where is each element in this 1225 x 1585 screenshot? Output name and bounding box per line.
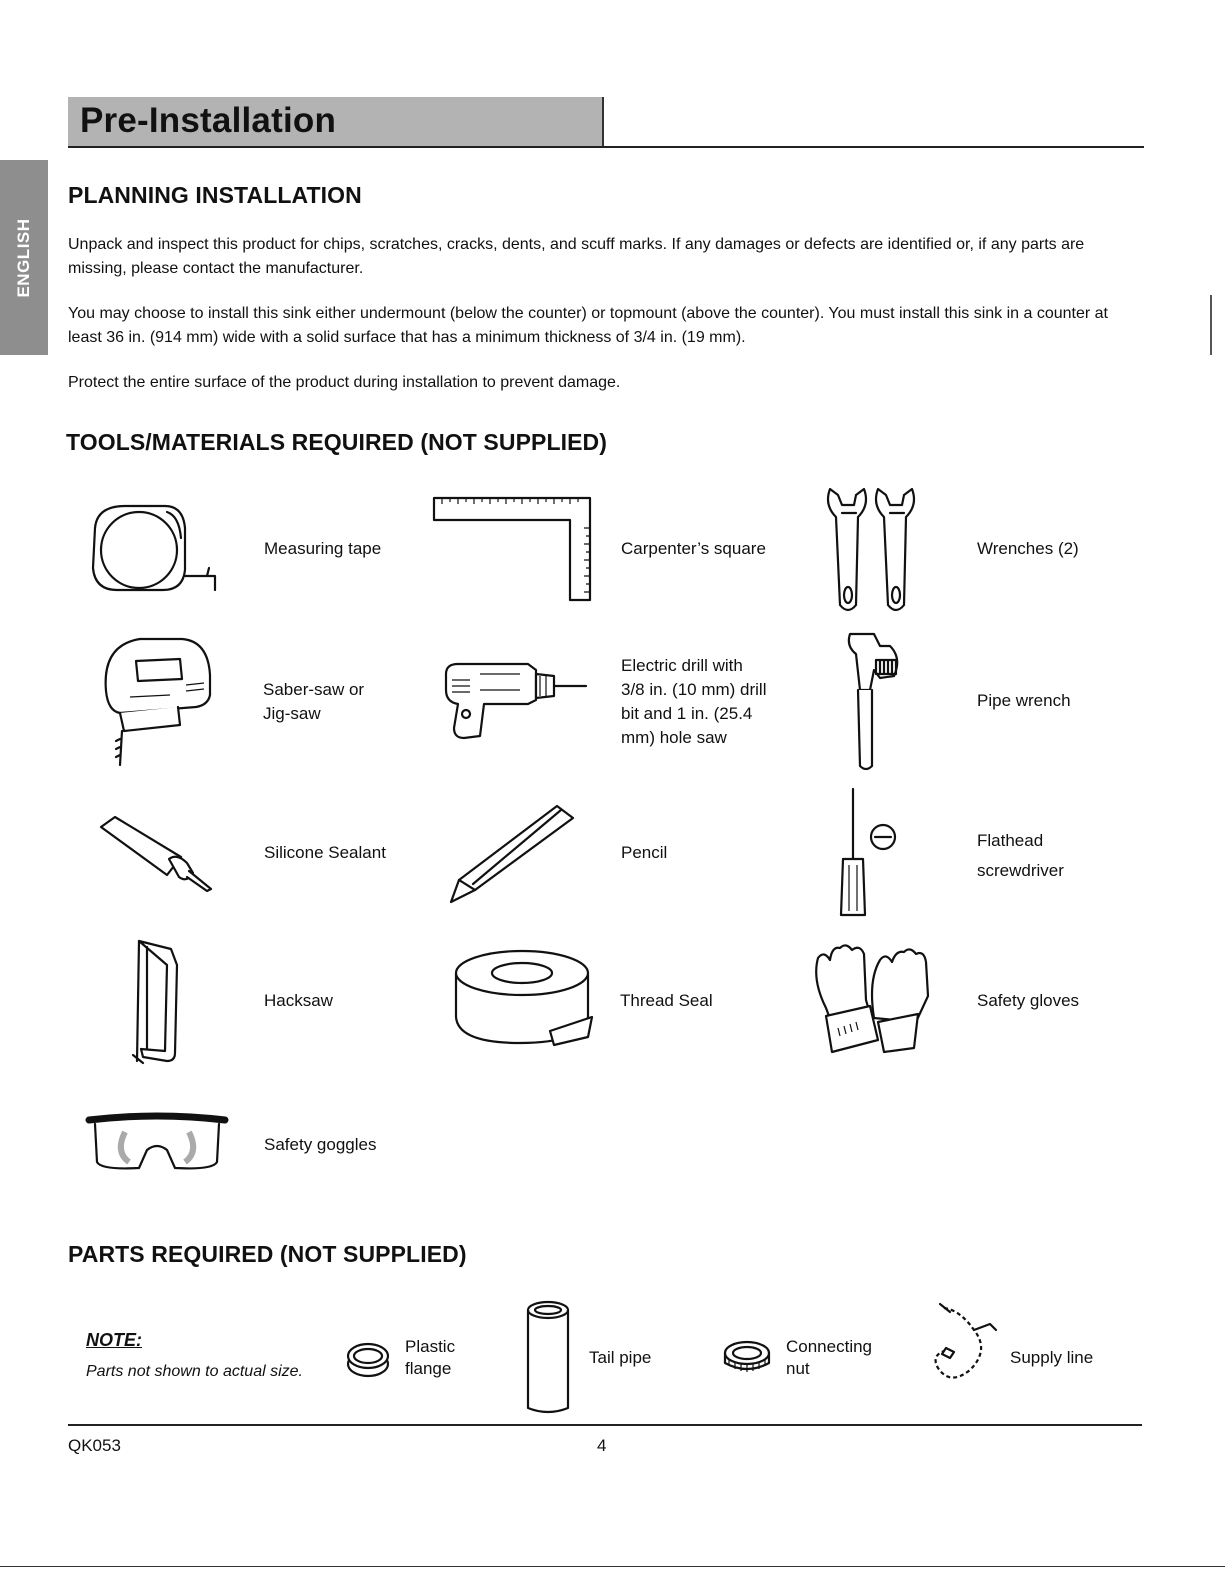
tool-label: Measuring tape xyxy=(264,539,382,558)
part-label: Tail pipe xyxy=(589,1348,652,1367)
tool-label: Thread Seal xyxy=(620,991,713,1010)
tool-label: Pipe wrench xyxy=(977,691,1071,710)
page-title: Pre-Installation xyxy=(80,101,337,140)
part-label: Supply line xyxy=(1010,1348,1094,1367)
tool-label: Wrenches (2) xyxy=(977,539,1079,558)
tool-label: Hacksaw xyxy=(264,991,333,1010)
wrenches-icon xyxy=(822,483,927,618)
pipe-wrench-icon xyxy=(840,630,910,772)
note-title: NOTE: xyxy=(86,1330,142,1350)
note-text: Parts not shown to actual size. xyxy=(86,1363,303,1380)
carpenters-square-icon xyxy=(432,494,594,604)
safety-goggles-icon xyxy=(85,1112,230,1177)
tool-label: Safety goggles xyxy=(264,1135,377,1154)
measuring-tape-icon xyxy=(85,498,230,598)
tool-label: Saber-saw or Jig-saw xyxy=(263,680,365,723)
supply-line-icon xyxy=(930,1300,1005,1390)
flathead-screwdriver-icon xyxy=(835,785,900,920)
hacksaw-icon xyxy=(125,935,185,1065)
plastic-flange-icon xyxy=(344,1340,394,1380)
planning-paragraph-2: You may choose to install this sink either undermount (below the counter) or topmount (above the counter). You must install this sink in a counter at least 36 in. (914 mm) wide with a solid surface that has a minimum thickness of 3/4 in. (19 mm). xyxy=(68,305,1108,346)
tool-label: Safety gloves xyxy=(977,991,1080,1010)
title-rule xyxy=(68,146,1144,148)
part-label: Plastic flange xyxy=(405,1337,456,1378)
language-side-tab-label: ENGLISH xyxy=(14,218,33,298)
tool-label: Silicone Sealant xyxy=(264,843,386,862)
planning-paragraph-1: Unpack and inspect this product for chips, scratches, cracks, dents, and scuff marks. If any damages or defects are identified or, if any parts are missing, please contact the manufacturer. xyxy=(68,236,1085,277)
page-number: 4 xyxy=(597,1436,607,1455)
pencil-icon xyxy=(447,800,577,908)
tool-label: Pencil xyxy=(621,843,668,862)
tail-pipe-icon xyxy=(522,1298,574,1416)
planning-heading: PLANNING INSTALLATION xyxy=(68,182,362,208)
jigsaw-icon xyxy=(100,635,215,770)
part-label: Connecting nut xyxy=(786,1337,873,1378)
document-code: QK053 xyxy=(68,1436,121,1455)
edge-mark xyxy=(1210,295,1212,355)
electric-drill-icon xyxy=(440,660,590,745)
silicone-sealant-icon xyxy=(97,813,217,893)
tool-label: Electric drill with 3/8 in. (10 mm) drill bit and 1 in. (25.4 mm) hole saw xyxy=(621,656,767,747)
parts-heading: PARTS REQUIRED (NOT SUPPLIED) xyxy=(68,1241,467,1267)
thread-seal-tape-icon xyxy=(450,945,600,1050)
tool-label: Flathead screwdriver xyxy=(977,831,1064,880)
tools-heading: TOOLS/MATERIALS REQUIRED (NOT SUPPLIED) xyxy=(66,429,608,455)
page-bottom-rule xyxy=(0,1566,1225,1567)
planning-paragraph-3: Protect the entire surface of the product during installation to prevent damage. xyxy=(68,374,621,391)
tool-label: Carpenter’s square xyxy=(621,539,766,558)
safety-gloves-icon xyxy=(808,940,933,1058)
connecting-nut-icon xyxy=(721,1337,773,1379)
footer-rule xyxy=(68,1424,1142,1426)
